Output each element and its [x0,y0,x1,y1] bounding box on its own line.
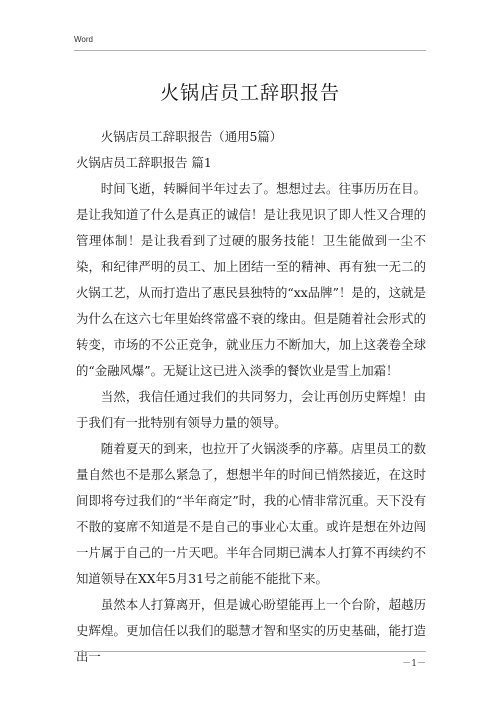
paragraph: 虽然本人打算离开，但是诚心盼望能再上一个台阶，超越历史辉煌。更加信任以我们的聪慧才智和坚实的历史基础，能打造出一 [76,597,426,664]
footer-divider [74,651,426,652]
paragraph: 时间飞逝，转瞬间半年过去了。想想过去。往事历历在目。是让我知道了什么是真正的诚信！是让我见识了即人性又合理的管理体制！是让我看到了过硬的服务技能！卫生能做到一尘不染，和纪律严明的员工、加上团结一至的精神、再有独一无二的火锅工艺，从而打造出了惠民县独特的“xx品牌”！是的，这就是为什么在这六七年里始终常盛不衰的缘由。但是随着社会形式的转变，市场的不公正竞争，就业压力不断加大，加上这袭卷全球的“金融风爆”。无疑让这已进入淡季的餐饮业是雪上加霜！ [76,181,426,378]
page-number: －1－ [402,659,426,669]
paragraph: 当然，我信任通过我们的共同努力，会让再创历史辉煌！由于我们有一批特别有领导力量的领导。 [76,389,426,430]
app-label: Word [74,35,93,44]
section-heading: 火锅店员工辞职报告 篇1 [76,155,212,170]
document-body [76,124,426,670]
paragraph: 随着夏天的到来，也拉开了火锅淡季的序幕。店里员工的数量自然也不是那么紧急了，想想半年的时间已悄然接近，在这时间即将夸过我们的“半年商定”时，我的心情非常沉重。天下没有不散的宴席不知道是不是自己的事业心太重。或许是想在外边闯一片属于自己的一片天吧。半年合同期已满本人打算不再续约不知道领导在XX年5月31号之前能不能批下来。 [76,441,426,586]
header-divider [74,50,426,51]
document-subtitle: 火锅店员工辞职报告（通用5篇） [100,129,283,144]
document-title: 火锅店员工辞职报告 [159,82,340,104]
